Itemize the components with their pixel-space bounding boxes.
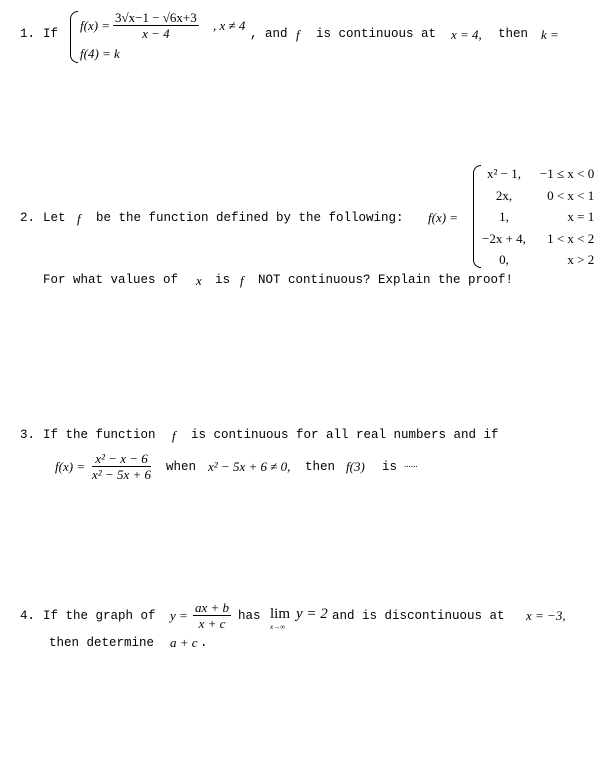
question-text: If the graph of	[43, 609, 156, 623]
math-expression: x = 4,	[451, 27, 482, 42]
function-label: f(x) =	[80, 18, 111, 33]
piece-row	[478, 228, 598, 250]
limit-operator: lim	[270, 606, 291, 622]
function-symbol: f	[77, 211, 81, 226]
piecewise-table	[478, 163, 598, 271]
left-brace	[70, 11, 78, 63]
piece-row	[478, 249, 598, 271]
question-text: is continuous at	[316, 27, 437, 41]
fraction-numerator: 3√x−1 − √6x+3	[115, 10, 197, 25]
question-text: then determine	[49, 636, 155, 650]
function-label: f(x) =	[428, 210, 459, 225]
function-label: f(x) =	[55, 459, 86, 474]
question-number: 1.	[20, 27, 36, 41]
fraction-denominator: x − 4	[142, 26, 170, 41]
function-symbol: f	[296, 27, 300, 42]
variable: x	[196, 273, 202, 288]
question-text: when	[166, 460, 197, 474]
answer-blank: ......	[404, 459, 418, 469]
piece-condition: −1 ≤ x < 0	[539, 166, 595, 181]
piece-expression: 1,	[499, 209, 509, 224]
fraction-denominator: x + c	[198, 616, 226, 631]
fraction	[193, 600, 231, 631]
question-number: 3.	[20, 428, 36, 442]
question-text: be the function defined by the following:	[96, 211, 404, 225]
question-text: Let	[43, 211, 66, 225]
piece-expression: 2x,	[495, 187, 513, 203]
piece-expression: −2x + 4,	[482, 230, 526, 246]
math-expression: y = 2	[296, 606, 328, 622]
piece-expression: x² − 1,	[486, 166, 521, 181]
question-text: If	[43, 27, 59, 41]
question-text: .	[200, 636, 208, 650]
fraction-numerator: ax + b	[195, 600, 230, 615]
question-text: then	[305, 460, 336, 474]
fraction	[92, 451, 151, 482]
condition: , x ≠ 4	[213, 18, 246, 33]
piece-row	[478, 206, 598, 228]
question-text: is continuous for all real numbers and if	[191, 428, 499, 442]
question-text: then	[498, 27, 529, 41]
piece-row	[478, 185, 598, 207]
piece-condition: x > 2	[567, 252, 595, 267]
question-text: is	[382, 460, 398, 474]
math-expression: x² − 5x + 6 ≠ 0,	[208, 459, 291, 474]
piece-condition: 0 < x < 1	[547, 187, 595, 203]
question-text: has	[238, 609, 261, 623]
function-value: f(4) = k	[80, 46, 120, 61]
math-expression: k =	[541, 27, 559, 42]
fraction-denominator: x² − 5x + 6	[92, 467, 151, 482]
function-symbol: f	[172, 428, 176, 443]
question-text: If the function	[43, 428, 156, 442]
math-expression: y =	[170, 608, 188, 623]
question-number: 4.	[20, 609, 36, 623]
math-expression: a + c	[170, 635, 198, 650]
piece-expression: 0,	[499, 252, 509, 267]
fraction	[113, 10, 199, 41]
piece-condition: x = 1	[567, 209, 595, 224]
question-text: NOT continuous? Explain the proof!	[258, 273, 514, 287]
question-number: 2.	[20, 211, 36, 225]
math-expression: f(3)	[346, 459, 365, 474]
function-symbol: f	[240, 273, 244, 288]
piece-condition: 1 < x < 2	[547, 230, 595, 246]
piece-row	[478, 163, 598, 185]
math-expression: x = −3,	[526, 608, 566, 623]
limit-subscript: x→∞	[270, 623, 286, 631]
fraction-numerator: x² − x − 6	[92, 451, 151, 467]
question-text: , and	[250, 27, 288, 41]
question-text: is	[215, 273, 231, 287]
question-text: For what values of	[43, 273, 179, 287]
question-text: and is discontinuous at	[332, 609, 505, 623]
